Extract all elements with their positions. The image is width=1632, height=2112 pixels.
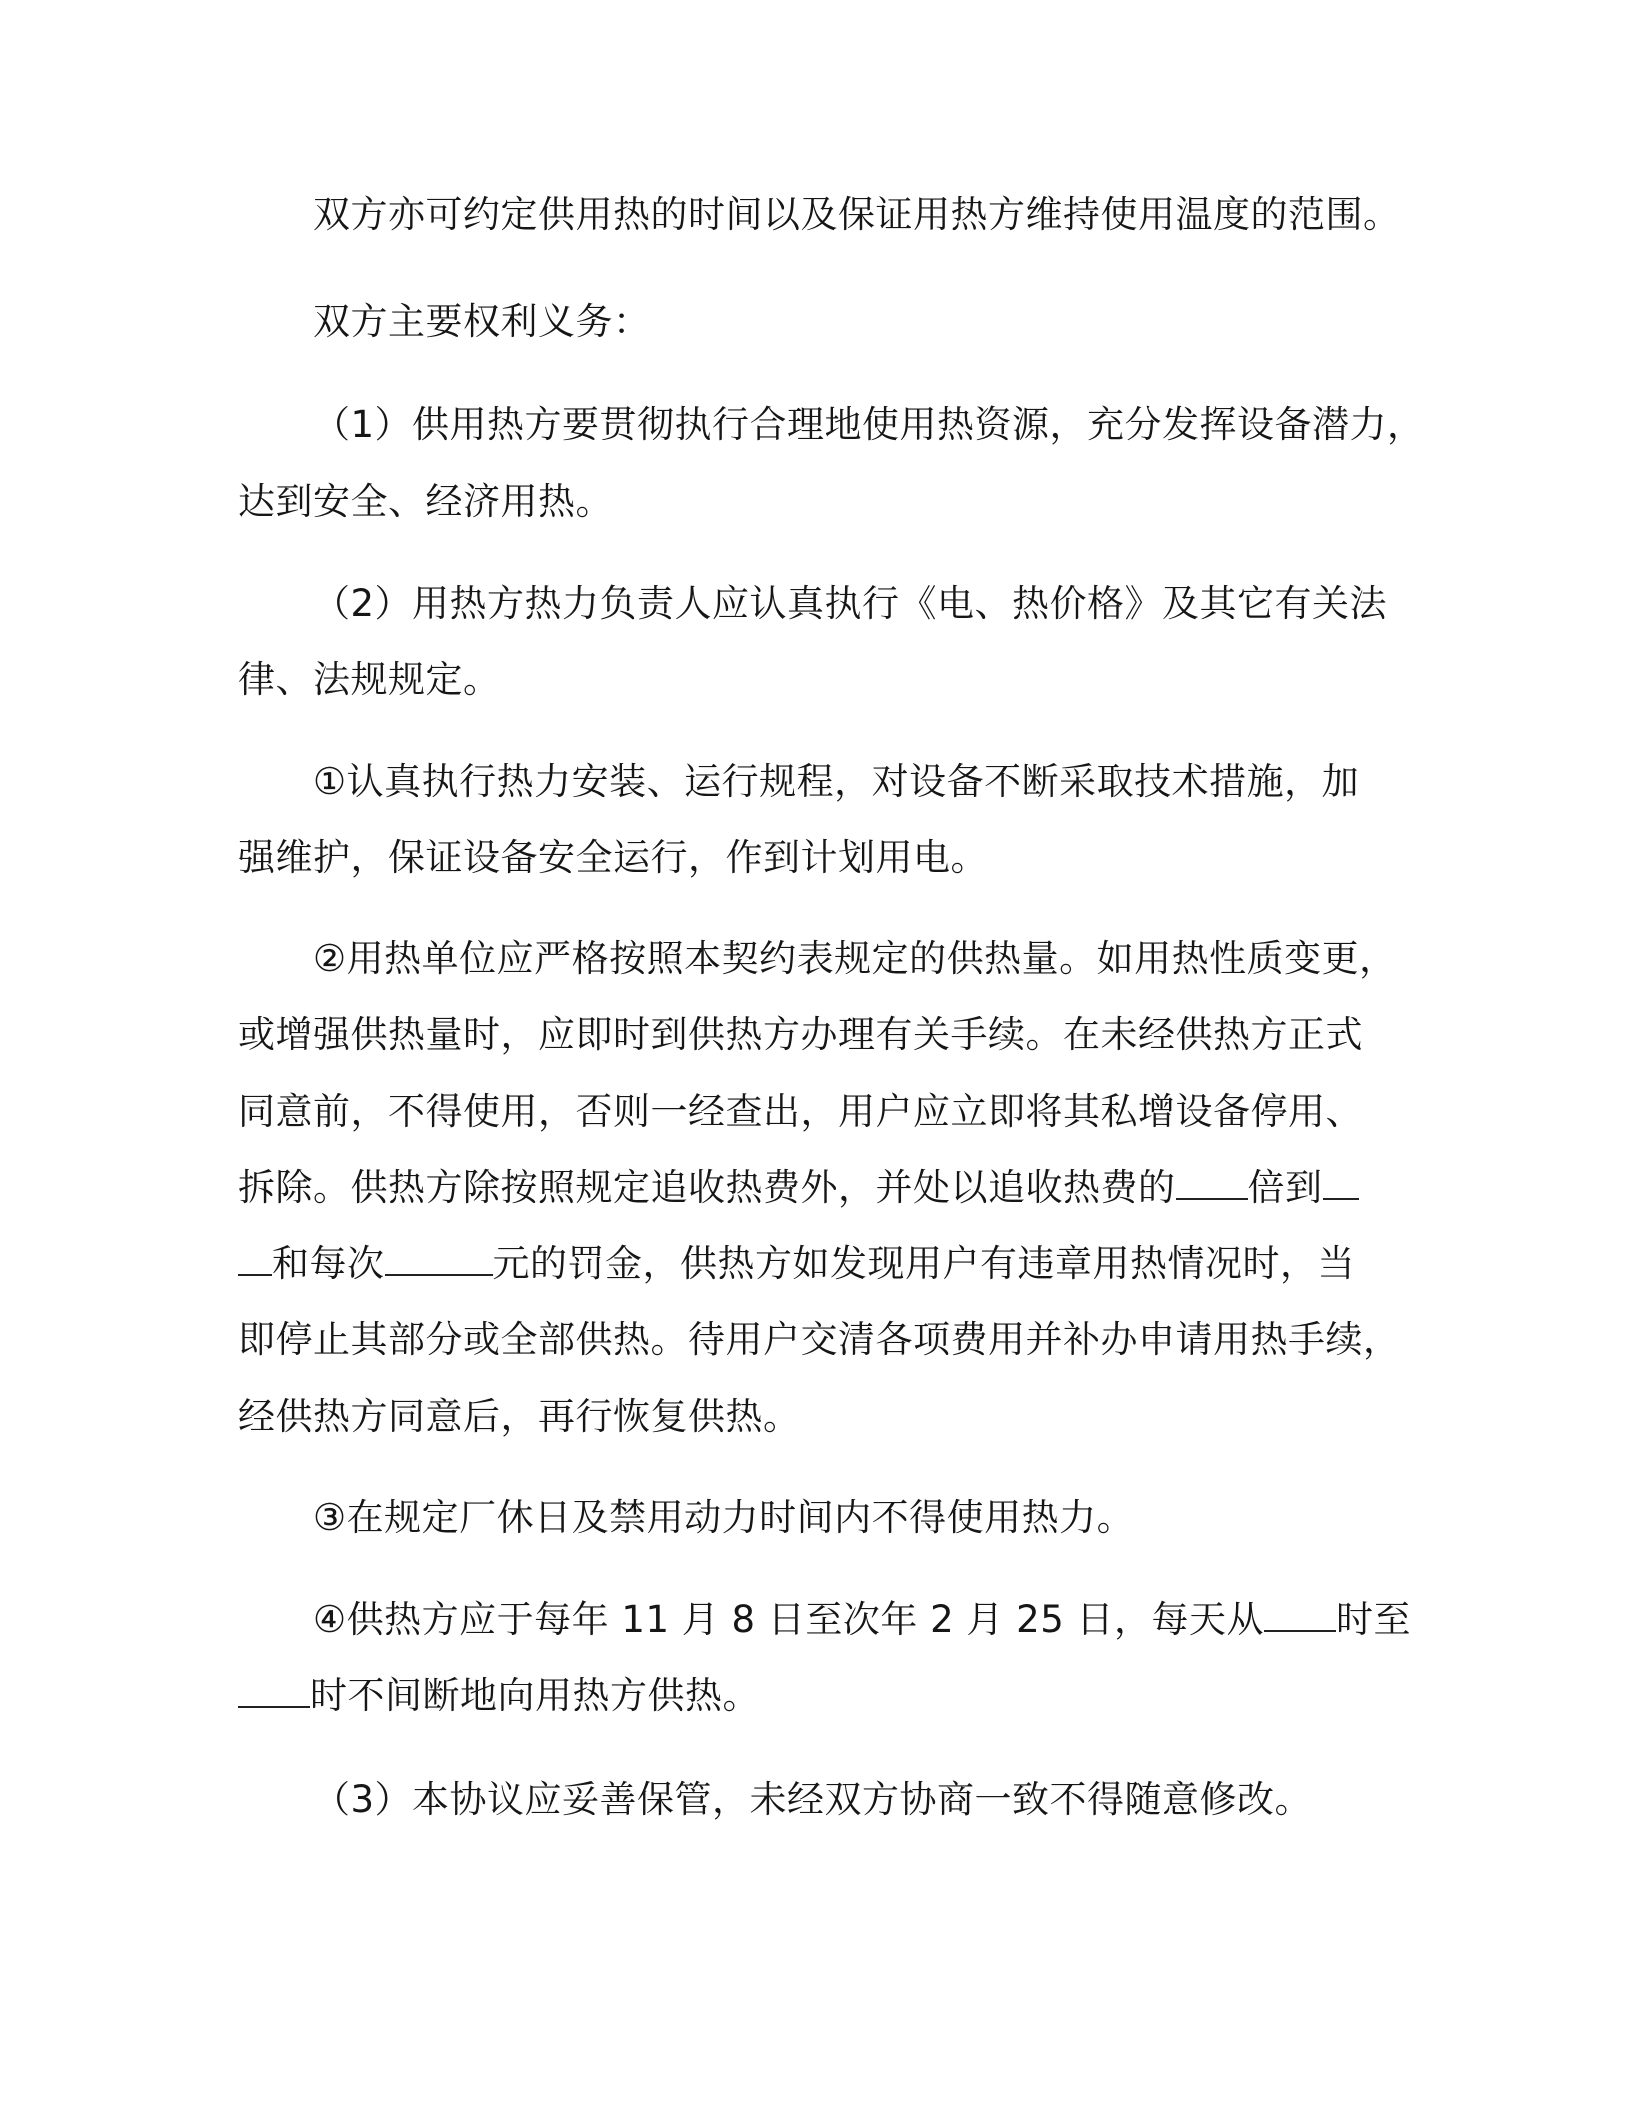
fill-in-blank-fine-amount[interactable]	[385, 1240, 493, 1276]
item-2-line-5-text: 元的罚金，供热方如发现用户有违章用热情况时，当	[492, 1242, 1355, 1285]
item-2-line-2: 或增强供热量时，应即时到供热方办理有关手续。在未经供热方正式	[238, 1013, 1363, 1056]
item-2-line-1: ②用热单位应严格按照本契约表规定的供热量。如用热性质变更，	[313, 937, 1397, 980]
item-4-line-2	[238, 1672, 760, 1720]
fill-in-blank-multiplier-from[interactable]	[1176, 1164, 1248, 1200]
item-2-line-5-text-each: 和每次	[272, 1242, 385, 1285]
clause-1-line-1: （1）供用热方要贯彻执行合理地使用热资源，充分发挥设备潜力，	[313, 403, 1425, 446]
item-2-line-4	[238, 1164, 1359, 1212]
fill-in-blank-multiplier-to-part2[interactable]	[238, 1240, 272, 1276]
item-2-line-6: 即停止其部分或全部供热。待用户交清各项费用并补办申请用热手续，	[238, 1318, 1401, 1361]
item-4-line-1	[313, 1596, 1411, 1644]
item-2-line-4-text-to: 倍到	[1247, 1166, 1323, 1209]
item-1-line-1: ①认真执行热力安装、运行规程，对设备不断采取技术措施，加	[313, 760, 1360, 803]
fill-in-blank-start-hour[interactable]	[1264, 1596, 1336, 1632]
clause-3-line-1: （3）本协议应妥善保管，未经双方协商一致不得随意修改。	[313, 1778, 1313, 1821]
item-1-line-2: 强维护，保证设备安全运行，作到计划用电。	[238, 836, 988, 879]
paragraph-heat-time-agreement: 双方亦可约定供用热的时间以及保证用热方维持使用温度的范围。	[313, 193, 1401, 236]
paragraph-rights-obligations-heading: 双方主要权利义务：	[313, 300, 651, 343]
item-3-line-1: ③在规定厂休日及禁用动力时间内不得使用热力。	[313, 1496, 1135, 1539]
clause-1-line-2: 达到安全、经济用热。	[238, 480, 613, 523]
item-4-line-1-text: ④供热方应于每年 11 月 8 日至次年 2 月 25 日，每天从	[313, 1598, 1265, 1641]
fill-in-blank-end-hour[interactable]	[238, 1672, 310, 1708]
clause-2-line-2: 律、法规规定。	[238, 658, 501, 701]
item-4-line-2-text: 时不间断地向用热方供热。	[310, 1674, 760, 1717]
clause-2-line-1: （2）用热方热力负责人应认真执行《电、热价格》及其它有关法	[313, 582, 1388, 625]
fill-in-blank-multiplier-to-part1[interactable]	[1323, 1164, 1359, 1200]
item-2-line-4-text: 拆除。供热方除按照规定追收热费外，并处以追收热费的	[238, 1166, 1176, 1209]
item-2-line-7: 经供热方同意后，再行恢复供热。	[238, 1395, 801, 1438]
item-2-line-3: 同意前，不得使用，否则一经查出，用户应立即将其私增设备停用、	[238, 1090, 1363, 1133]
item-2-line-5	[238, 1240, 1355, 1288]
item-4-line-1-text-end: 时至	[1336, 1598, 1412, 1641]
